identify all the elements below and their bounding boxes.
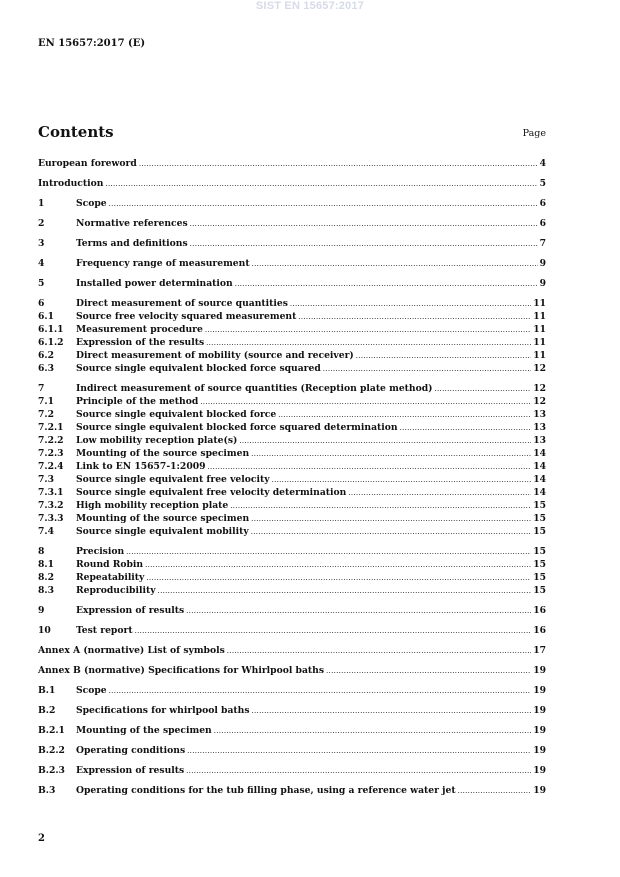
dot-leader <box>326 665 531 678</box>
toc-entry-title: Mounting of the source specimen <box>76 448 250 459</box>
toc-entry-title: Source single equivalent mobility <box>76 526 249 537</box>
dot-leader <box>230 500 531 513</box>
toc-entry[interactable] <box>38 157 546 170</box>
toc-entry-number: 6.1.2 <box>38 337 64 348</box>
toc-entry[interactable] <box>38 197 546 210</box>
toc-entry-title: European foreword <box>38 158 137 169</box>
toc-entry-number: B.3 <box>38 785 56 796</box>
toc-entry-number: 8 <box>38 546 45 557</box>
toc-entry-page: 14 <box>533 487 546 498</box>
toc-entry-title: Low mobility reception plate(s) <box>76 435 238 446</box>
toc-entry-number: 7.1 <box>38 396 54 407</box>
dot-leader <box>135 625 532 638</box>
dot-leader <box>251 513 531 526</box>
dot-leader <box>158 585 532 598</box>
toc-entry-page: 15 <box>533 526 546 537</box>
toc-entry[interactable] <box>38 460 546 473</box>
toc-entry[interactable] <box>38 349 546 362</box>
dot-leader <box>227 645 531 658</box>
toc-entry[interactable] <box>38 336 546 349</box>
watermark: SIST EN 15657:2017 <box>255 0 365 12</box>
toc-entry-page: 6 <box>539 218 546 229</box>
toc-entry-title: Direct measurement of mobility (source and receiver) <box>76 350 354 361</box>
toc-entry-page: 15 <box>533 585 546 596</box>
toc-entry[interactable] <box>38 362 546 375</box>
toc-entry-page: 12 <box>533 383 546 394</box>
toc-entry-page: 19 <box>533 665 546 676</box>
dot-leader <box>251 526 531 539</box>
toc-entry[interactable] <box>38 217 546 230</box>
toc-entry[interactable] <box>38 664 546 677</box>
toc-entry-page: 15 <box>533 513 546 524</box>
toc-entry[interactable] <box>38 584 546 597</box>
toc-entry[interactable] <box>38 784 546 797</box>
toc-entry-title: Expression of results <box>76 605 185 616</box>
toc-entry-number: B.2.3 <box>38 765 65 776</box>
toc-entry[interactable] <box>38 257 546 270</box>
dot-leader <box>190 238 538 251</box>
dot-leader <box>239 435 531 448</box>
toc-entry-number: 2 <box>38 218 45 229</box>
toc-entry[interactable] <box>38 764 546 777</box>
toc-entry-page: 19 <box>533 745 546 756</box>
toc-entry[interactable] <box>38 277 546 290</box>
toc-entry-number: 7.3.1 <box>38 487 64 498</box>
toc-entry-page: 14 <box>533 448 546 459</box>
toc-entry-title: Specifications for whirlpool baths <box>76 705 250 716</box>
dot-leader <box>298 311 531 324</box>
toc-entry-number: 8.3 <box>38 585 54 596</box>
toc-entry-page: 16 <box>533 605 546 616</box>
toc-entry-page: 13 <box>533 435 546 446</box>
toc-entry-page: 17 <box>533 645 546 656</box>
dot-leader <box>139 158 538 171</box>
dot-leader <box>435 383 532 396</box>
toc-entry-title: Source single equivalent free velocity <box>76 474 270 485</box>
toc-entry-title: High mobility reception plate <box>76 500 229 511</box>
toc-entry-number: 7.2 <box>38 409 54 420</box>
dot-leader <box>251 448 531 461</box>
toc-entry-title: Scope <box>76 685 107 696</box>
toc-entry[interactable] <box>38 310 546 323</box>
toc-entry-number: 7.2.1 <box>38 422 64 433</box>
page-column-label: Page <box>522 128 546 139</box>
toc-entry-page: 14 <box>533 461 546 472</box>
toc-entry-title: Introduction <box>38 178 104 189</box>
dot-leader <box>190 218 538 231</box>
toc-entry-title: Annex B (normative) Specifications for Whirlpool baths <box>38 665 325 676</box>
dot-leader <box>145 559 531 572</box>
toc-entry-number: 8.2 <box>38 572 54 583</box>
toc-entry-title: Operating conditions for the tub filling phase, using a reference water jet <box>76 785 456 796</box>
toc-entry-number: 1 <box>38 198 45 209</box>
toc-entry-page: 15 <box>533 500 546 511</box>
toc-entry-page: 11 <box>533 324 546 335</box>
toc-entry-title: Source single equivalent free velocity determination <box>76 487 347 498</box>
toc-entry-title: Scope <box>76 198 107 209</box>
toc-entry-page: 19 <box>533 685 546 696</box>
toc-entry-page: 5 <box>539 178 546 189</box>
toc-entry[interactable] <box>38 704 546 717</box>
toc-entry-title: Measurement procedure <box>76 324 203 335</box>
toc-entry-page: 6 <box>539 198 546 209</box>
toc-entry-page: 9 <box>539 278 546 289</box>
toc-entry-number: 7.2.2 <box>38 435 64 446</box>
toc-entry[interactable] <box>38 624 546 637</box>
toc-entry[interactable] <box>38 421 546 434</box>
dot-leader <box>252 258 538 271</box>
toc-entry-page: 19 <box>533 725 546 736</box>
toc-entry-number: 7.3.2 <box>38 500 64 511</box>
toc-entry-number: 6.2 <box>38 350 54 361</box>
toc-entry-number: 7.4 <box>38 526 54 537</box>
dot-leader <box>205 324 531 337</box>
toc-entry-title: Operating conditions <box>76 745 186 756</box>
toc-entry[interactable] <box>38 395 546 408</box>
dot-leader <box>146 572 531 585</box>
toc-entry-number: 4 <box>38 258 45 269</box>
toc-entry-title: Source free velocity squared measurement <box>76 311 297 322</box>
dot-leader <box>187 745 531 758</box>
dot-leader <box>252 705 532 718</box>
toc-entry-page: 15 <box>533 559 546 570</box>
toc-entry-number: B.2.2 <box>38 745 65 756</box>
toc-entry-title: Frequency range of measurement <box>76 258 250 269</box>
dot-leader <box>356 350 531 363</box>
dot-leader <box>348 487 531 500</box>
toc-entry-number: B.2.1 <box>38 725 65 736</box>
toc-entry-title: Repeatability <box>76 572 145 583</box>
toc-entry-page: 12 <box>533 396 546 407</box>
toc-entry-title: Expression of the results <box>76 337 205 348</box>
dot-leader <box>109 685 532 698</box>
toc-entry-page: 19 <box>533 785 546 796</box>
toc-entry-title: Source single equivalent blocked force <box>76 409 277 420</box>
document-id: EN 15657:2017 (E) <box>38 38 146 49</box>
toc-entry-page: 19 <box>533 765 546 776</box>
toc-entry[interactable] <box>38 382 546 395</box>
toc-entry[interactable] <box>38 724 546 737</box>
toc-entry-page: 11 <box>533 337 546 348</box>
toc-entry-title: Expression of results <box>76 765 185 776</box>
toc-entry-page: 11 <box>533 311 546 322</box>
toc-entry-number: 9 <box>38 605 45 616</box>
toc-entry-title: Test report <box>76 625 133 636</box>
toc-entry[interactable] <box>38 499 546 512</box>
dot-leader <box>458 785 532 798</box>
toc-entry-page: 11 <box>533 350 546 361</box>
toc-entry-page: 13 <box>533 422 546 433</box>
toc-entry-number: 7 <box>38 383 45 394</box>
toc-entry[interactable] <box>38 604 546 617</box>
toc-entry-page: 19 <box>533 705 546 716</box>
toc-entry-page: 7 <box>539 238 546 249</box>
toc-entry-title: Installed power determination <box>76 278 233 289</box>
toc-entry[interactable] <box>38 323 546 336</box>
dot-leader <box>235 278 538 291</box>
toc-entry-title: Normative references <box>76 218 188 229</box>
toc-entry-page: 13 <box>533 409 546 420</box>
toc-entry[interactable] <box>38 525 546 538</box>
toc-entry-number: 10 <box>38 625 51 636</box>
toc-entry-number: 6 <box>38 298 45 309</box>
toc-entry-title: Annex A (normative) List of symbols <box>38 645 225 656</box>
toc-entry-page: 9 <box>539 258 546 269</box>
dot-leader <box>214 725 531 738</box>
toc-entry-number: 3 <box>38 238 45 249</box>
toc-entry-page: 11 <box>533 298 546 309</box>
toc-entry-title: Principle of the method <box>76 396 199 407</box>
toc-entry-number: 7.2.4 <box>38 461 64 472</box>
toc-entry-title: Mounting of the specimen <box>76 725 212 736</box>
toc-entry-number: 7.3.3 <box>38 513 64 524</box>
toc-entry-number: 7.2.3 <box>38 448 64 459</box>
dot-leader <box>109 198 538 211</box>
dot-leader <box>126 546 531 559</box>
dot-leader <box>323 363 531 376</box>
toc-entry[interactable] <box>38 571 546 584</box>
toc-entry-number: 6.1 <box>38 311 54 322</box>
toc-entry[interactable] <box>38 744 546 757</box>
page-number: 2 <box>38 833 45 844</box>
toc-entry[interactable] <box>38 545 546 558</box>
toc-entry-title: Link to EN 15657-1:2009 <box>76 461 206 472</box>
toc-entry-title: Mounting of the source specimen <box>76 513 250 524</box>
toc-entry-title: Reproducibility <box>76 585 156 596</box>
toc-entry-page: 12 <box>533 363 546 374</box>
toc-entry-title: Precision <box>76 546 125 557</box>
toc-entry[interactable] <box>38 447 546 460</box>
toc-entry[interactable] <box>38 177 546 190</box>
toc-entry-number: 5 <box>38 278 45 289</box>
toc-entry-page: 16 <box>533 625 546 636</box>
toc-entry-number: 8.1 <box>38 559 54 570</box>
toc-entry-number: 6.3 <box>38 363 54 374</box>
table-of-contents <box>38 157 546 797</box>
dot-leader <box>186 605 531 618</box>
dot-leader <box>290 298 531 311</box>
toc-entry-number: B.1 <box>38 685 56 696</box>
toc-entry-title: Source single equivalent blocked force squared <box>76 363 321 374</box>
toc-entry-page: 14 <box>533 474 546 485</box>
toc-entry[interactable] <box>38 486 546 499</box>
toc-entry[interactable] <box>38 297 546 310</box>
toc-entry-title: Source single equivalent blocked force squared determination <box>76 422 398 433</box>
toc-entry-page: 4 <box>539 158 546 169</box>
toc-entry[interactable] <box>38 473 546 486</box>
toc-entry-number: 7.3 <box>38 474 54 485</box>
toc-entry[interactable] <box>38 558 546 571</box>
contents-title: Contents <box>38 123 114 141</box>
toc-entry-title: Indirect measurement of source quantities (Reception plate method) <box>76 383 433 394</box>
toc-entry-page: 15 <box>533 546 546 557</box>
toc-entry-title: Round Robin <box>76 559 144 570</box>
toc-entry-title: Terms and definitions <box>76 238 188 249</box>
dot-leader <box>105 178 537 191</box>
toc-entry[interactable] <box>38 512 546 525</box>
toc-entry-title: Direct measurement of source quantities <box>76 298 288 309</box>
toc-entry[interactable] <box>38 237 546 250</box>
dot-leader <box>186 765 531 778</box>
toc-entry[interactable] <box>38 684 546 697</box>
dot-leader <box>400 422 532 435</box>
toc-entry-number: B.2 <box>38 705 56 716</box>
toc-entry[interactable] <box>38 644 546 657</box>
toc-entry-number: 6.1.1 <box>38 324 64 335</box>
toc-entry-page: 15 <box>533 572 546 583</box>
toc-entry[interactable] <box>38 408 546 421</box>
toc-entry[interactable] <box>38 434 546 447</box>
